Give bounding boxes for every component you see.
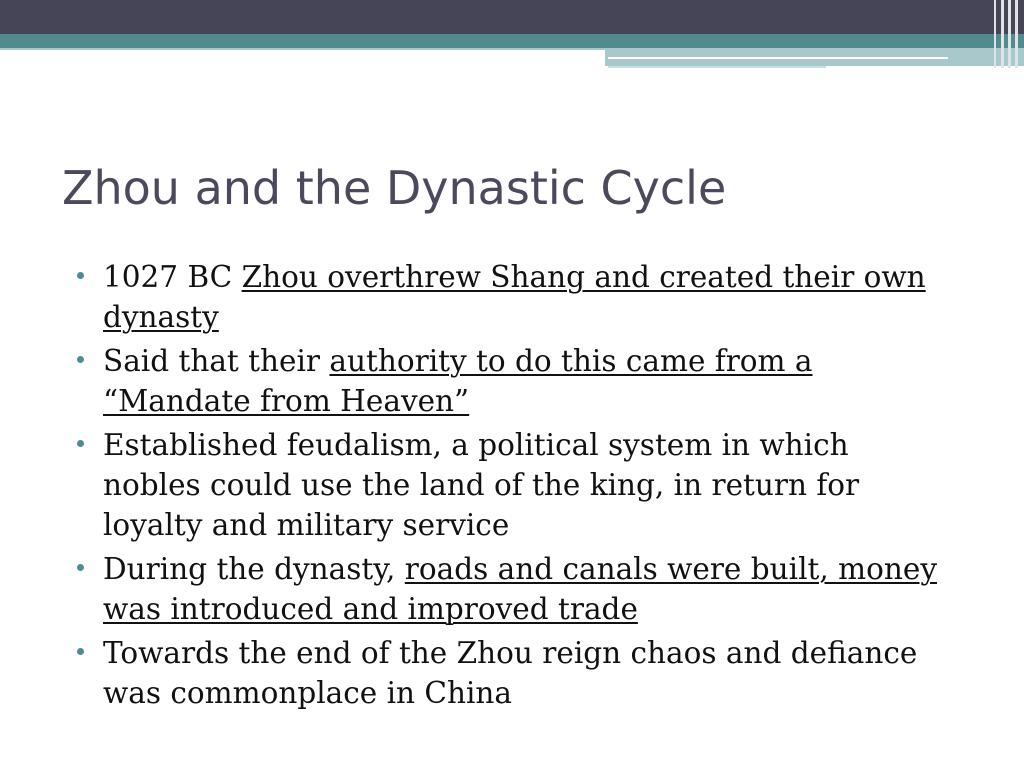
bullet-dot-icon — [77, 272, 84, 279]
bullet-text: During the dynasty, — [103, 552, 405, 586]
bullet-item — [74, 341, 944, 421]
slide-title: Zhou and the Dynastic Cycle — [62, 161, 727, 215]
bullet-text: Established feudalism, a political system in which nobles could use the land of the king, in return for loyalty and military service — [103, 428, 860, 542]
header-dark-band — [0, 0, 1024, 34]
bullet-text: Said that their — [103, 344, 330, 378]
header-stripe — [1008, 0, 1011, 68]
bullet-dot-icon — [77, 648, 84, 655]
bullet-text: 1027 BC — [103, 260, 242, 294]
bullet-dot-icon — [77, 564, 84, 571]
header-stripe — [1015, 0, 1018, 68]
bullet-text: Towards the end of the Zhou reign chaos and defiance was commonplace in China — [103, 636, 918, 710]
bullet-item — [74, 425, 944, 545]
header-stripe — [1001, 0, 1004, 68]
bullet-underlined-text: authority to do this came from a “Mandate from Heaven” — [103, 344, 813, 418]
bullet-item — [74, 633, 944, 713]
header-teal-band — [0, 34, 1024, 48]
header-stripe — [994, 0, 996, 68]
bullet-list — [74, 257, 944, 717]
bullet-underlined-text: Zhou overthrew Shang and created their own dynasty — [103, 260, 926, 334]
header-accent-line — [608, 57, 948, 59]
header-accent-line — [0, 48, 605, 50]
header-accent-line — [608, 66, 826, 68]
bullet-item — [74, 257, 944, 337]
bullet-dot-icon — [77, 440, 84, 447]
bullet-dot-icon — [77, 356, 84, 363]
bullet-underlined-text: roads and canals were built, money was introduced and improved trade — [103, 552, 937, 626]
bullet-item — [74, 549, 944, 629]
